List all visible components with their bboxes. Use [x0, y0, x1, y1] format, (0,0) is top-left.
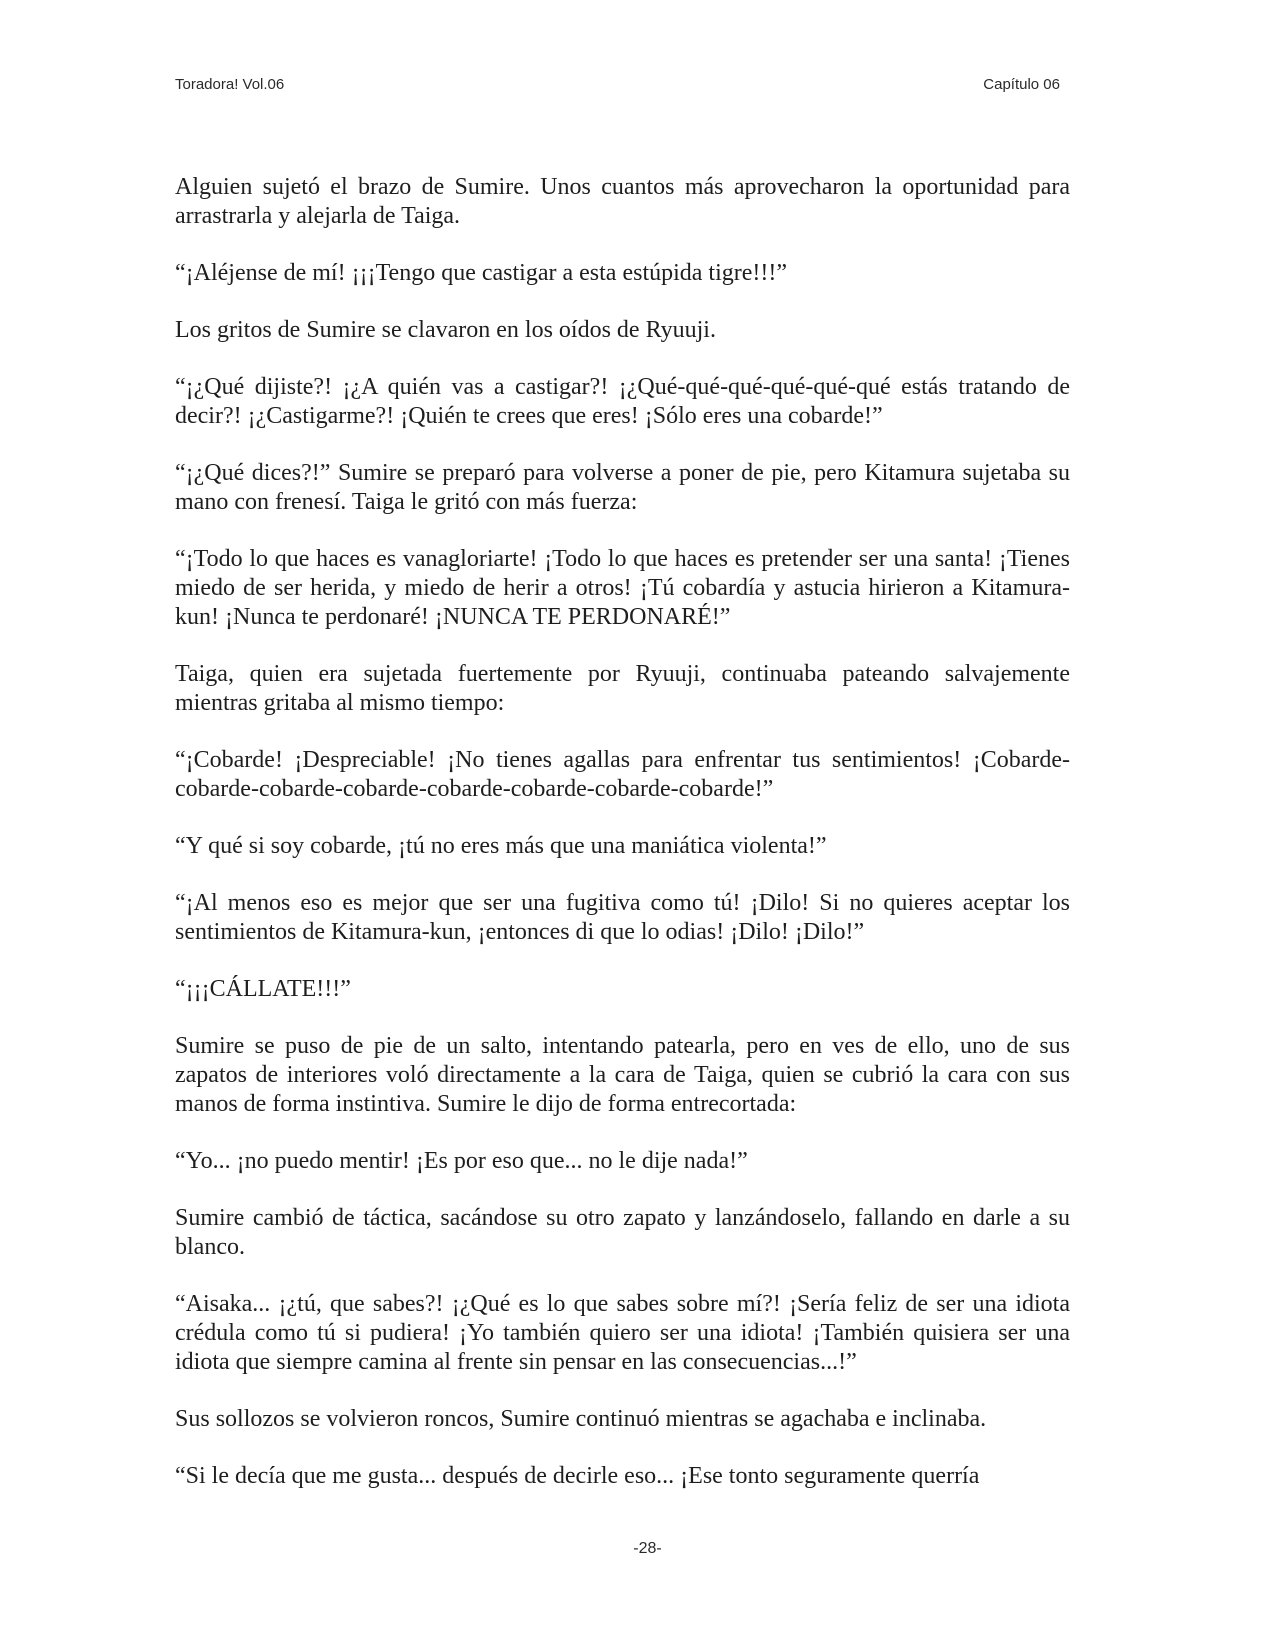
paragraph: Sus sollozos se volvieron roncos, Sumire continuó mientras se agachaba e inclinaba.	[175, 1406, 987, 1432]
book-title: Toradora! Vol.06	[175, 76, 285, 93]
paragraph: “Y qué si soy cobarde, ¡tú no eres más que una maniática violenta!”	[175, 833, 827, 859]
paragraph: “Si le decía que me gusta... después de decirle eso... ¡Ese tonto seguramente querría	[175, 1463, 980, 1489]
paragraph: “Yo... ¡no puedo mentir! ¡Es por eso que... no le dije nada!”	[175, 1148, 748, 1174]
page-header	[175, 70, 1070, 94]
paragraph: “¡Cobarde! ¡Despreciable! ¡No tienes agallas para enfrentar tus sentimientos! ¡Cobarde-cobarde-cobarde-cobarde-cobarde-cobarde-cobarde-cobarde!”	[175, 747, 1070, 802]
paragraph: Alguien sujetó el brazo de Sumire. Unos cuantos más aprovecharon la oportunidad para arrastrarla y alejarla de Taiga.	[175, 174, 1070, 229]
paragraph: “¡Aléjense de mí! ¡¡¡Tengo que castigar a esta estúpida tigre!!!”	[175, 260, 788, 286]
page-footer	[0, 1540, 1275, 1558]
chapter-title: Capítulo 06	[983, 76, 1060, 93]
paragraph: “¡¿Qué dijiste?! ¡¿A quién vas a castigar?! ¡¿Qué-qué-qué-qué-qué-qué estás tratando de decir?! ¡¿Castigarme?! ¡Quién te crees que eres! ¡Sólo eres una cobarde!”	[175, 374, 1070, 429]
paragraph: Taiga, quien era sujetada fuertemente por Ryuuji, continuaba pateando salvajemente mientras gritaba al mismo tiempo:	[175, 661, 1070, 716]
paragraph: Sumire cambió de táctica, sacándose su otro zapato y lanzándoselo, fallando en darle a su blanco.	[175, 1205, 1070, 1260]
paragraph: “Aisaka... ¡¿tú, que sabes?! ¡¿Qué es lo que sabes sobre mí?! ¡Sería feliz de ser una idiota crédula como tú si pudiera! ¡Yo también quiero ser una idiota! ¡También quisiera ser una idiota que siempre camina al frente sin pensar en las consecuencias...!”	[175, 1291, 1070, 1375]
paragraph: “¡Todo lo que haces es vanagloriarte! ¡Todo lo que haces es pretender ser una santa! ¡Tienes miedo de ser herida, y miedo de herir a otros! ¡Tú cobardía y astucia hirieron a Kitamura-kun! ¡Nunca te perdonaré! ¡NUNCA TE PERDONARÉ!”	[175, 546, 1070, 630]
paragraph: Sumire se puso de pie de un salto, intentando patearla, pero en ves de ello, uno de sus zapatos de interiores voló directamente a la cara de Taiga, quien se cubrió la cara con sus manos de forma instintiva. Sumire le dijo de forma entrecortada:	[175, 1033, 1070, 1117]
paragraph: “¡¡¡CÁLLATE!!!”	[175, 976, 351, 1002]
paragraph: “¡¿Qué dices?!” Sumire se preparó para volverse a poner de pie, pero Kitamura sujetaba su mano con frenesí. Taiga le gritó con más fuerza:	[175, 460, 1070, 515]
paragraph: “¡Al menos eso es mejor que ser una fugitiva como tú! ¡Dilo! Si no quieres aceptar los sentimientos de Kitamura-kun, ¡entonces di que lo odias! ¡Dilo! ¡Dilo!”	[175, 890, 1070, 945]
paragraph: Los gritos de Sumire se clavaron en los oídos de Ryuuji.	[175, 317, 716, 343]
page-number: -28-	[633, 1540, 662, 1557]
body-text	[175, 173, 1070, 1519]
